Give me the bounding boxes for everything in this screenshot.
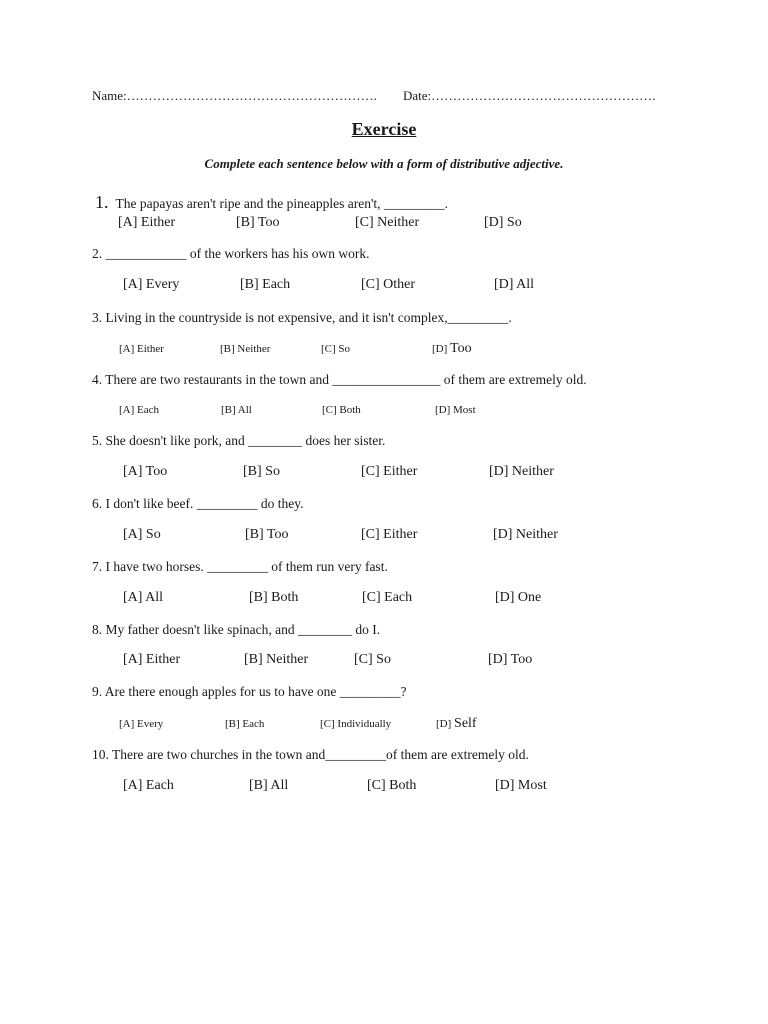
question-5-option-c: [C] Either xyxy=(361,464,418,479)
question-7-option-b: [B] Both xyxy=(249,590,299,605)
question-6-option-c: [C] Either xyxy=(361,527,418,542)
question-3: 3. Living in the countryside is not expensive, and it isn't complex,_________. xyxy=(92,310,512,325)
question-5: 5. She doesn't like pork, and ________ does her sister. xyxy=(92,433,386,448)
question-7-option-c: [C] Each xyxy=(362,590,413,605)
question-1-text: The papayas aren't ripe and the pineapples aren't, _________. xyxy=(115,196,448,211)
question-2-option-a: [A] Every xyxy=(123,277,180,292)
instructions: Complete each sentence below with a form of distributive adjective. xyxy=(204,156,564,171)
question-8-option-d: [D] Too xyxy=(488,652,533,667)
question-7-option-d: [D] One xyxy=(495,590,542,605)
question-9-option-b: [B] Each xyxy=(225,718,265,730)
question-4-option-d: [D] Most xyxy=(435,404,476,416)
question-3-option-c: [C] So xyxy=(321,343,351,355)
question-4-option-a: [A] Each xyxy=(119,404,160,416)
question-3-option-d-text: Too xyxy=(450,341,472,356)
question-1-option-a: [A] Either xyxy=(118,215,176,230)
question-7: 7. I have two horses. _________ of them run very fast. xyxy=(92,559,388,574)
question-9-option-a: [A] Every xyxy=(119,718,164,730)
question-5-option-d: [D] Neither xyxy=(489,464,554,479)
question-9-option-d-text: Self xyxy=(454,716,477,731)
question-10-option-b: [B] All xyxy=(249,778,289,793)
question-1-number: 1. xyxy=(95,192,109,212)
date-field-label: Date:……………………………………………. xyxy=(403,88,656,103)
question-4-option-c: [C] Both xyxy=(322,404,361,416)
question-6-option-a: [A] So xyxy=(123,527,161,542)
question-6-option-d: [D] Neither xyxy=(493,527,558,542)
question-2-option-d: [D] All xyxy=(494,277,535,292)
question-5-option-b: [B] So xyxy=(243,464,280,479)
question-4: 4. There are two restaurants in the town and ________________ of them are extremely old. xyxy=(92,372,587,387)
name-field-label: Name:…………………………………………………. xyxy=(92,88,377,103)
question-9-option-c: [C] Individually xyxy=(320,718,392,730)
question-2-option-b: [B] Each xyxy=(240,277,291,292)
question-5-option-a: [A] Too xyxy=(123,464,168,479)
question-10: 10. There are two churches in the town and_________of them are extremely old. xyxy=(92,747,529,762)
page-title: Exercise xyxy=(351,119,417,139)
question-6: 6. I don't like beef. _________ do they. xyxy=(92,496,304,511)
question-4-option-b: [B] All xyxy=(221,404,252,416)
question-1-option-b: [B] Too xyxy=(236,215,280,230)
question-10-option-c: [C] Both xyxy=(367,778,417,793)
header-line xyxy=(92,88,656,104)
question-3-option-d-letter: [D] xyxy=(432,343,448,355)
question-9-option-d-letter: [D] xyxy=(436,718,452,730)
question-1-option-d: [D] So xyxy=(484,215,522,230)
question-8: 8. My father doesn't like spinach, and ________ do I. xyxy=(92,622,381,637)
question-2-option-c: [C] Other xyxy=(361,277,416,292)
question-8-option-c: [C] So xyxy=(354,652,391,667)
question-1-option-c: [C] Neither xyxy=(355,215,420,230)
question-3-option-d xyxy=(432,341,472,357)
question-8-option-b: [B] Neither xyxy=(244,652,309,667)
question-7-option-a: [A] All xyxy=(123,590,164,605)
question-3-option-b: [B] Neither xyxy=(220,343,271,355)
question-3-option-a: [A] Either xyxy=(119,343,164,355)
question-10-option-d: [D] Most xyxy=(495,778,547,793)
question-9: 9. Are there enough apples for us to have one _________? xyxy=(92,684,407,699)
question-6-option-b: [B] Too xyxy=(245,527,289,542)
question-2: 2. ____________ of the workers has his own work. xyxy=(92,246,370,261)
question-10-option-a: [A] Each xyxy=(123,778,174,793)
question-1 xyxy=(92,192,448,213)
question-9-option-d xyxy=(436,716,477,732)
question-8-option-a: [A] Either xyxy=(123,652,181,667)
